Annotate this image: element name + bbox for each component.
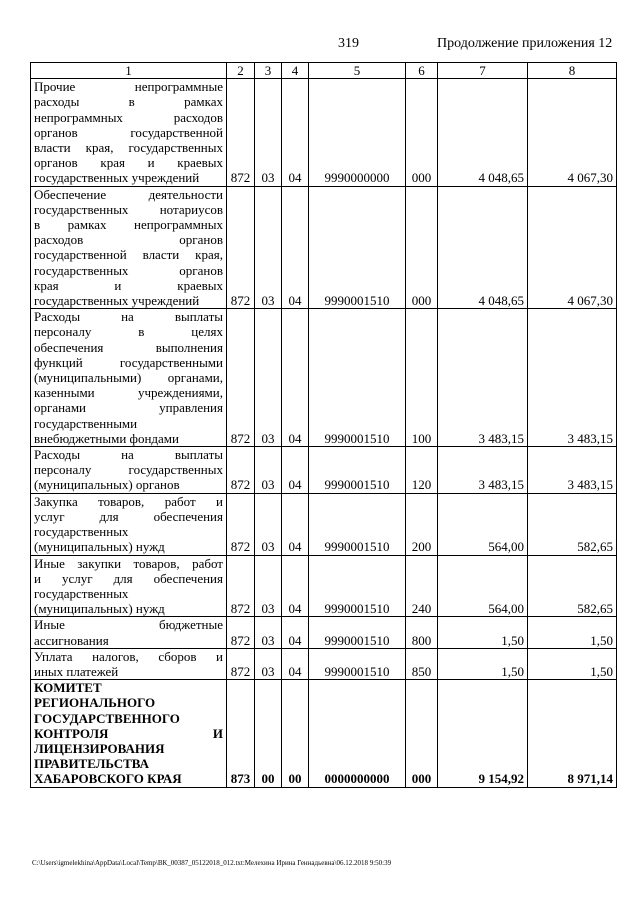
cell-c7: 4 048,65 xyxy=(438,186,528,309)
cell-c2: 872 xyxy=(227,447,255,494)
row-name-line: государственными xyxy=(34,415,138,431)
row-name-line: ЛИЦЕНЗИРОВАНИЯ xyxy=(34,740,165,756)
table-row xyxy=(31,680,617,787)
row-name-cell xyxy=(31,680,227,787)
row-name-line: расходов органов xyxy=(34,232,223,248)
row-name-line: (муниципальных) нужд xyxy=(34,539,165,555)
cell-c7: 3 483,15 xyxy=(438,309,528,447)
cell-c8: 1,50 xyxy=(528,617,617,648)
cell-c6: 000 xyxy=(406,186,438,309)
cell-c4: 04 xyxy=(282,186,309,309)
row-name-line: функций государственными xyxy=(34,354,223,370)
cell-c5: 9990001510 xyxy=(309,555,406,617)
table-header-row xyxy=(31,63,617,79)
cell-c6: 240 xyxy=(406,555,438,617)
table-row xyxy=(31,617,617,648)
cell-c7: 1,50 xyxy=(438,648,528,679)
column-header: 4 xyxy=(282,63,309,79)
table-row xyxy=(31,309,617,447)
row-name-line: государственных учреждений xyxy=(34,293,200,309)
column-header: 5 xyxy=(309,63,406,79)
row-name-line: ассигнования xyxy=(34,632,109,648)
cell-c2: 872 xyxy=(227,648,255,679)
cell-c3: 00 xyxy=(255,680,282,787)
row-name-line: персоналу государственных xyxy=(34,462,223,478)
row-name-cell xyxy=(31,617,227,648)
cell-c5: 9990001510 xyxy=(309,648,406,679)
cell-c2: 873 xyxy=(227,680,255,787)
cell-c3: 03 xyxy=(255,309,282,447)
row-name-line: государственных органов xyxy=(34,262,223,278)
cell-c4: 04 xyxy=(282,493,309,555)
column-header: 3 xyxy=(255,63,282,79)
cell-c5: 9990001510 xyxy=(309,309,406,447)
row-name-cell xyxy=(31,309,227,447)
row-name-line: Уплата налогов, сборов и xyxy=(34,648,223,664)
cell-c8: 4 067,30 xyxy=(528,79,617,186)
row-name-line: в рамках непрограммных xyxy=(34,217,223,233)
cell-c5: 9990001510 xyxy=(309,617,406,648)
cell-c3: 03 xyxy=(255,617,282,648)
cell-c4: 04 xyxy=(282,447,309,494)
row-name-line: Обеспечение деятельности xyxy=(34,186,223,202)
row-name-line: власти края, государственных xyxy=(34,140,223,156)
row-name-line: ГОСУДАРСТВЕННОГО xyxy=(34,710,180,726)
cell-c8: 582,65 xyxy=(528,493,617,555)
cell-c2: 872 xyxy=(227,186,255,309)
row-name-line: ПРАВИТЕЛЬСТВА xyxy=(34,756,149,772)
row-name-line: государственных учреждений xyxy=(34,170,200,186)
row-name-line: персоналу в целях xyxy=(34,324,223,340)
row-name-line: иных платежей xyxy=(34,663,119,679)
cell-c6: 000 xyxy=(406,680,438,787)
footer-path: C:\Users\igmelekhina\AppData\Local\Temp\ВК_00387_05122018_012.txt:Мелехина Ирина Геннадьевна\06.12.2018 9:50:39 xyxy=(32,859,392,867)
cell-c5: 0000000000 xyxy=(309,680,406,787)
table-row xyxy=(31,186,617,309)
cell-c4: 04 xyxy=(282,79,309,186)
cell-c3: 03 xyxy=(255,79,282,186)
cell-c6: 800 xyxy=(406,617,438,648)
cell-c8: 3 483,15 xyxy=(528,309,617,447)
cell-c4: 00 xyxy=(282,680,309,787)
row-name-line: КОНТРОЛЯ И xyxy=(34,725,223,741)
cell-c4: 04 xyxy=(282,309,309,447)
table-row xyxy=(31,493,617,555)
row-name-cell xyxy=(31,648,227,679)
row-name-line: (муниципальными) органами, xyxy=(34,370,223,386)
row-name-cell xyxy=(31,186,227,309)
cell-c5: 9990001510 xyxy=(309,493,406,555)
table-row xyxy=(31,79,617,186)
cell-c2: 872 xyxy=(227,617,255,648)
cell-c3: 03 xyxy=(255,186,282,309)
cell-c7: 4 048,65 xyxy=(438,79,528,186)
row-name-cell xyxy=(31,447,227,494)
row-name-line: (муниципальных) нужд xyxy=(34,601,165,617)
row-name-line: государственных xyxy=(34,524,129,540)
table-row xyxy=(31,555,617,617)
cell-c7: 564,00 xyxy=(438,555,528,617)
cell-c6: 120 xyxy=(406,447,438,494)
cell-c5: 9990001510 xyxy=(309,186,406,309)
cell-c5: 9990000000 xyxy=(309,79,406,186)
cell-c8: 4 067,30 xyxy=(528,186,617,309)
row-name-cell xyxy=(31,493,227,555)
row-name-line: государственной власти края, xyxy=(34,247,223,263)
row-name-line: Прочие непрограммные xyxy=(34,79,223,95)
cell-c6: 850 xyxy=(406,648,438,679)
budget-table xyxy=(30,62,617,788)
row-name-line: государственных xyxy=(34,585,129,601)
row-name-line: услуг для обеспечения xyxy=(34,508,223,524)
table-row xyxy=(31,648,617,679)
cell-c2: 872 xyxy=(227,555,255,617)
cell-c3: 03 xyxy=(255,555,282,617)
row-name-line: Закупка товаров, работ и xyxy=(34,493,223,509)
page-caption: Продолжение приложения 12 xyxy=(437,36,613,51)
row-name-line: и услуг для обеспечения xyxy=(34,570,223,586)
column-header: 7 xyxy=(438,63,528,79)
cell-c2: 872 xyxy=(227,79,255,186)
page-number: 319 xyxy=(338,36,359,51)
row-name-line: внебюджетными фондами xyxy=(34,430,179,446)
row-name-line: казенными учреждениями, xyxy=(34,385,223,401)
cell-c4: 04 xyxy=(282,648,309,679)
cell-c4: 04 xyxy=(282,617,309,648)
cell-c5: 9990001510 xyxy=(309,447,406,494)
column-header: 2 xyxy=(227,63,255,79)
row-name-line: органов края и краевых xyxy=(34,155,223,171)
row-name-line: Расходы на выплаты xyxy=(34,309,223,325)
cell-c8: 1,50 xyxy=(528,648,617,679)
cell-c7: 1,50 xyxy=(438,617,528,648)
row-name-line: края и краевых xyxy=(34,277,223,293)
row-name-line: органов государственной xyxy=(34,124,223,140)
cell-c8: 3 483,15 xyxy=(528,447,617,494)
row-name-line: (муниципальных) органов xyxy=(34,477,180,493)
row-name-line: КОМИТЕТ xyxy=(34,680,102,696)
column-header: 6 xyxy=(406,63,438,79)
cell-c7: 9 154,92 xyxy=(438,680,528,787)
table-row xyxy=(31,447,617,494)
row-name-line: Расходы на выплаты xyxy=(34,447,223,463)
cell-c3: 03 xyxy=(255,447,282,494)
cell-c4: 04 xyxy=(282,555,309,617)
row-name-line: Иные закупки товаров, работ xyxy=(34,555,223,571)
column-header: 8 xyxy=(528,63,617,79)
row-name-cell xyxy=(31,555,227,617)
cell-c8: 8 971,14 xyxy=(528,680,617,787)
row-name-line: обеспечения выполнения xyxy=(34,339,223,355)
row-name-cell xyxy=(31,79,227,186)
cell-c7: 3 483,15 xyxy=(438,447,528,494)
cell-c3: 03 xyxy=(255,648,282,679)
cell-c6: 100 xyxy=(406,309,438,447)
row-name-line: ХАБАРОВСКОГО КРАЯ xyxy=(34,771,182,787)
cell-c7: 564,00 xyxy=(438,493,528,555)
table-body xyxy=(31,79,617,787)
column-header: 1 xyxy=(31,63,227,79)
row-name-line: Иные бюджетные xyxy=(34,617,223,633)
row-name-line: РЕГИОНАЛЬНОГО xyxy=(34,695,156,711)
cell-c6: 200 xyxy=(406,493,438,555)
cell-c3: 03 xyxy=(255,493,282,555)
row-name-line: непрограммных расходов xyxy=(34,109,223,125)
row-name-line: органами управления xyxy=(34,400,223,416)
row-name-line: расходы в рамках xyxy=(34,94,223,110)
cell-c8: 582,65 xyxy=(528,555,617,617)
row-name-line: государственных нотариусов xyxy=(34,201,223,217)
cell-c2: 872 xyxy=(227,309,255,447)
cell-c6: 000 xyxy=(406,79,438,186)
cell-c2: 872 xyxy=(227,493,255,555)
